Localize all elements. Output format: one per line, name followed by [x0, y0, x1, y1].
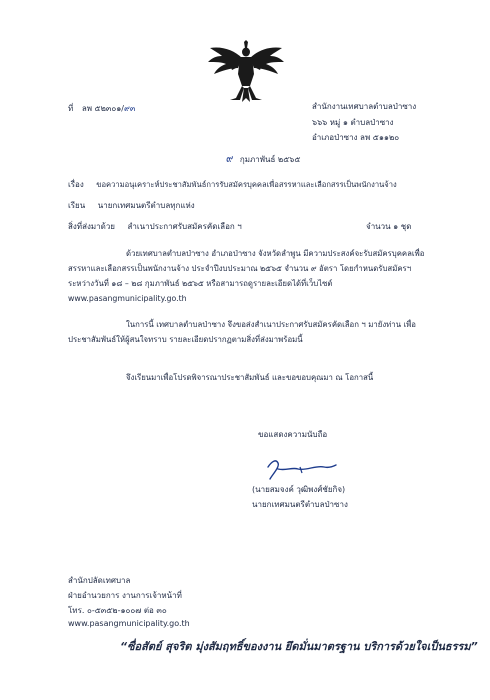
letter-date	[226, 152, 300, 167]
signer-title: นายกเทศมนตรีตำบลป่าซาง	[252, 500, 348, 509]
reference-label: ที่	[68, 104, 74, 113]
footer-office: สำนักปลัดเทศบาล	[68, 576, 131, 585]
signer-name: (นายสมจงค์ วุฒิพงศ์ชัยกิจ)	[252, 485, 346, 494]
sender-address-line-3: อำเภอป่าซาง ลพ ๕๑๑๒๐	[312, 133, 400, 142]
slogan: “ซื่อสัตย์ สุจริต มุ่งสัมฤทธิ์ของงาน ยึดมั่นมาตรฐาน บริการด้วยใจเป็นธรรม”	[120, 640, 478, 653]
enclosure-label: สิ่งที่ส่งมาด้วย	[68, 222, 115, 231]
footer-website: www.pasangmunicipality.go.th	[68, 619, 190, 628]
addressee-label: เรียน	[68, 201, 86, 210]
enclosure-line	[68, 220, 242, 233]
footer-division: ฝ่ายอำนวยการ งานการเจ้าหน้าที่	[68, 591, 182, 600]
body-paragraph-3: จึงเรียนมาเพื่อโปรดพิจารณาประชาสัมพันธ์ และขอขอบคุณมา ณ โอกาสนี้	[126, 373, 374, 382]
addressee-text: นายกเทศมนตรีตำบลทุกแห่ง	[97, 201, 195, 210]
body-paragraph-1: ด้วยเทศบาลตำบลป่าซาง อำเภอป่าซาง จังหวัดลำพูน มีความประสงค์จะรับสมัครบุคคลเพื่อสรรหาและเลือกสรรเป็นพนักงานจ้าง ประจำปีงบประมาณ ๒๕๖๕ จำนวน ๙ อัตรา โดยกำหนดรับสมัครฯ ระหว่างวันที่ ๑๘ – ๒๘ กุมภาพันธ์ ๒๕๖๕ หรือสามารถดูรายละเอียดได้ที่เว็บไซต์ www.pasangmunicipality.go.th	[68, 249, 425, 303]
enclosure-count: จำนวน ๑ ชุด	[366, 222, 412, 231]
date-month-year: กุมภาพันธ์ ๒๕๖๕	[239, 155, 301, 164]
addressee-line	[68, 199, 195, 212]
footer-phone: โทร. ๐-๕๓๕๒-๑๐๐๗ ต่อ ๓๐	[68, 606, 167, 615]
reference-number	[68, 102, 135, 115]
enclosure-text: สำเนาประกาศรับสมัครคัดเลือก ฯ	[127, 222, 242, 231]
garuda-emblem-icon	[206, 40, 286, 104]
subject-text: ขอความอนุเคราะห์ประชาสัมพันธ์การรับสมัครบุคคลเพื่อสรรหาและเลือกสรรเป็นพนักงานจ้าง	[96, 180, 397, 189]
closing-phrase: ขอแสดงความนับถือ	[258, 430, 328, 439]
handwritten-signature-icon	[262, 455, 342, 485]
reference-code: ลพ ๕๒๓๐๑/	[81, 104, 124, 113]
subject-line	[68, 178, 397, 191]
sender-address-line-1: สำนักงานเทศบาลตำบลป่าซาง	[312, 102, 417, 111]
reference-handwritten: ๙๓	[124, 104, 136, 113]
subject-label: เรื่อง	[68, 180, 84, 189]
date-day: ๙	[226, 154, 234, 165]
sender-address-line-2: ๖๖๖ หมู่ ๑ ตำบลป่าซาง	[312, 118, 394, 127]
body-paragraph-2: ในการนี้ เทศบาลตำบลป่าซาง จึงขอส่งสำเนาประกาศรับสมัครคัดเลือก ฯ มายังท่าน เพื่อประชาสัมพันธ์ให้ผู้สนใจทราบ รายละเอียดปรากฏตามสิ่งที่ส่งมาพร้อมนี้	[68, 320, 416, 344]
